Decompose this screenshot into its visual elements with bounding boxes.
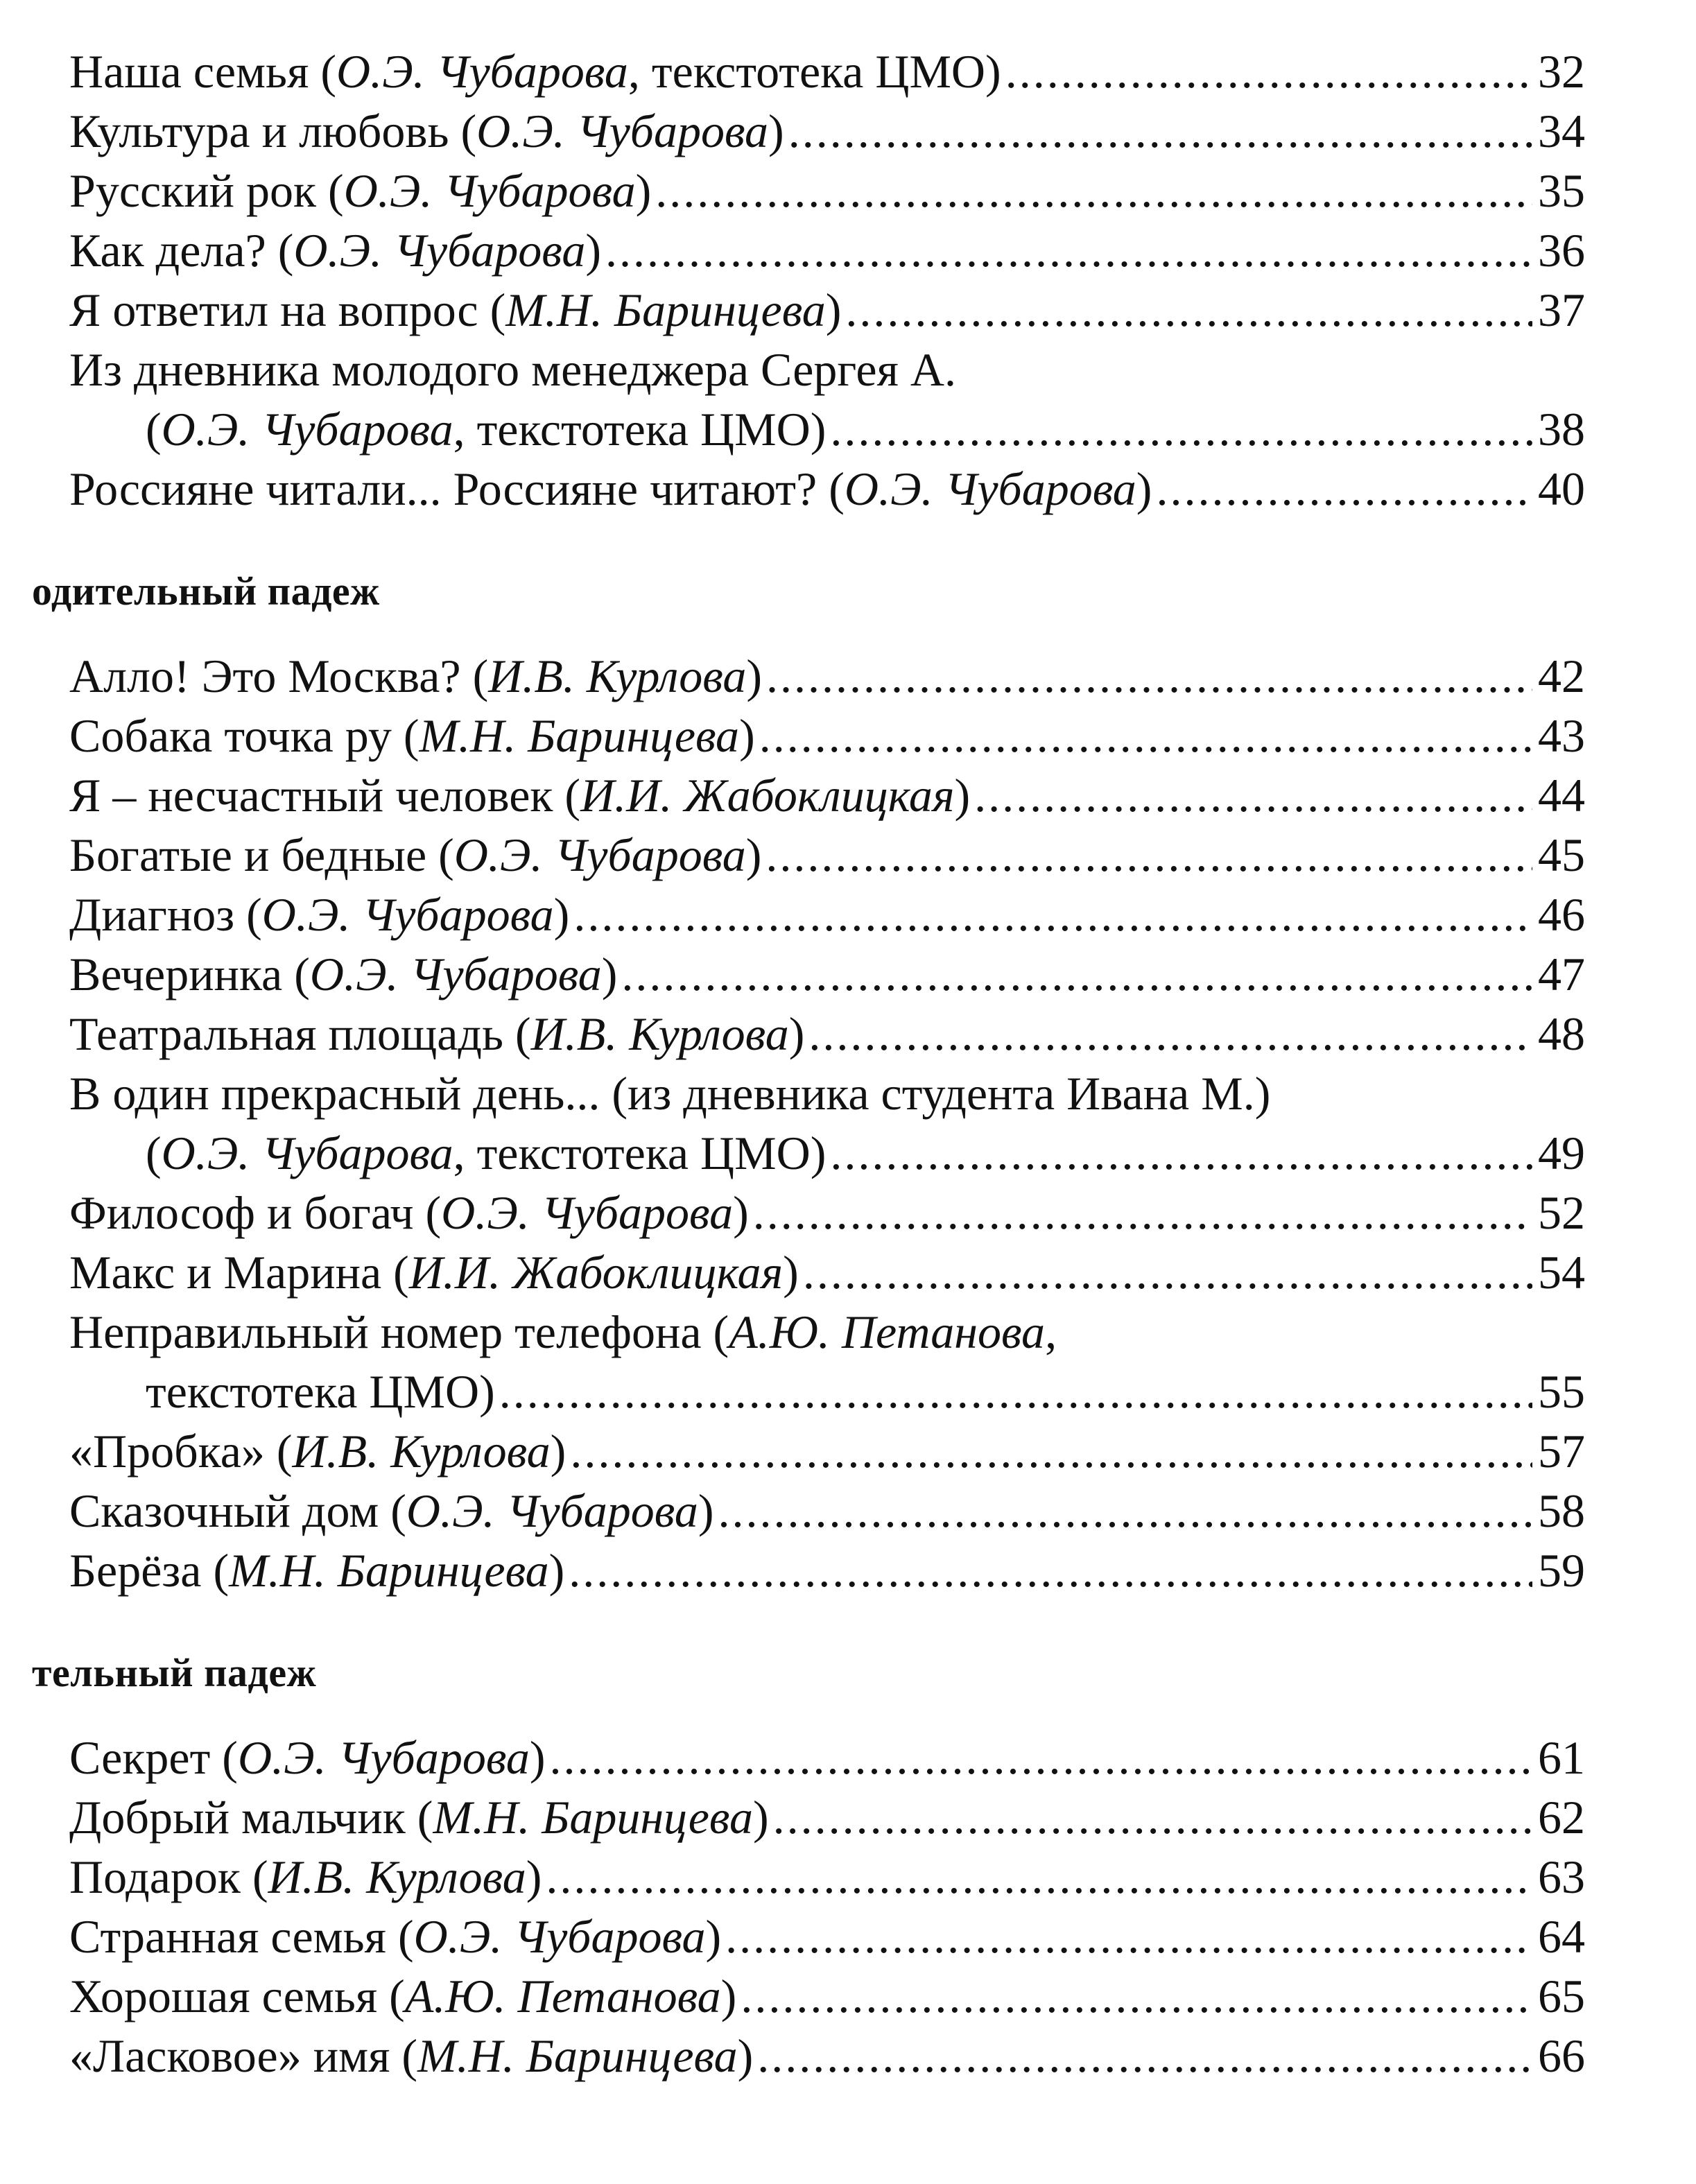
toc-entry xyxy=(69,944,1585,1004)
entry-author: М.Н. Баринцева xyxy=(419,709,740,762)
dot-leader xyxy=(773,1787,1532,1847)
dot-leader xyxy=(1005,42,1532,101)
entry-page-number: 35 xyxy=(1538,164,1585,217)
entry-page-number: 40 xyxy=(1538,462,1585,515)
dot-leader xyxy=(499,1362,1532,1421)
entry-page-number: 61 xyxy=(1538,1731,1585,1784)
toc-entry xyxy=(69,825,1585,885)
entry-author: И.В. Курлова xyxy=(292,1425,551,1477)
entry-page-number: 65 xyxy=(1538,1970,1585,2022)
dot-leader xyxy=(621,944,1532,1004)
entry-page-number: 32 xyxy=(1538,45,1585,98)
entry-author: М.Н. Баринцева xyxy=(417,2029,738,2082)
entry-title: Из дневника молодого менеджера Сергея А. xyxy=(69,343,956,396)
dot-leader xyxy=(550,1728,1532,1787)
entry-author: И.В. Курлова xyxy=(268,1851,526,1903)
toc-entry xyxy=(69,885,1585,944)
entry-author: О.Э. Чубарова xyxy=(161,1127,453,1179)
dot-leader xyxy=(808,1004,1532,1064)
toc-entry xyxy=(69,765,1585,825)
toc-entry xyxy=(69,1004,1585,1064)
toc-entry xyxy=(69,1728,1585,1787)
entry-title: Алло! Это Москва? (И.В. Курлова) xyxy=(69,650,762,702)
entry-author: О.Э. Чубарова xyxy=(844,462,1136,515)
entry-page-number: 43 xyxy=(1538,709,1585,762)
entry-title: Собака точка ру (М.Н. Баринцева) xyxy=(69,709,755,762)
entry-title-continued: текстотека ЦМО) xyxy=(146,1365,495,1418)
entry-title: Наша семья (О.Э. Чубарова, текстотека ЦМО) xyxy=(69,45,1001,98)
entry-author: И.В. Курлова xyxy=(488,650,747,702)
entry-title: Я – несчастный человек (И.И. Жабоклицкая) xyxy=(69,769,971,822)
dot-leader xyxy=(741,1966,1532,2026)
dot-leader xyxy=(753,1183,1532,1242)
toc-entry xyxy=(69,459,1585,519)
entry-title: Подарок (И.В. Курлова) xyxy=(69,1851,542,1903)
entry-title-continued: (О.Э. Чубарова, текстотека ЦМО) xyxy=(146,1127,827,1179)
entry-author: И.И. Жабоклицкая xyxy=(408,1246,784,1299)
toc-entry xyxy=(69,42,1585,101)
entry-page-number: 36 xyxy=(1538,224,1585,277)
dot-leader xyxy=(573,885,1532,944)
entry-author: А.Ю. Петанова xyxy=(404,1970,721,2022)
dot-leader xyxy=(718,1481,1532,1541)
entry-author: М.Н. Баринцева xyxy=(433,1791,753,1844)
entry-author: О.Э. Чубарова xyxy=(343,164,636,217)
entry-author: И.И. Жабоклицкая xyxy=(580,769,955,822)
toc-section-2 xyxy=(0,1647,1696,2086)
entry-title: Философ и богач (О.Э. Чубарова) xyxy=(69,1186,749,1239)
entry-author: О.Э. Чубарова xyxy=(476,105,769,157)
entry-author: И.В. Курлова xyxy=(530,1007,789,1060)
entry-title: Как дела? (О.Э. Чубарова) xyxy=(69,224,601,277)
entry-page-number: 47 xyxy=(1538,948,1585,1000)
dot-leader xyxy=(765,825,1532,885)
toc-entry xyxy=(69,101,1585,161)
dot-leader xyxy=(974,765,1532,825)
entry-title: «Ласковое» имя (М.Н. Баринцева) xyxy=(69,2029,754,2082)
toc-entry xyxy=(69,1302,1585,1421)
entry-author: О.Э. Чубарова xyxy=(293,224,586,277)
toc-entry xyxy=(69,1541,1585,1600)
entry-title: Берёза (М.Н. Баринцева) xyxy=(69,1544,565,1597)
entry-title: Вечеринка (О.Э. Чубарова) xyxy=(69,948,618,1000)
dot-leader xyxy=(655,161,1532,220)
entry-page-number: 64 xyxy=(1538,1910,1585,1963)
entry-title: Театральная площадь (И.В. Курлова) xyxy=(69,1007,805,1060)
toc-entry xyxy=(69,1064,1585,1183)
dot-leader xyxy=(788,101,1532,161)
entry-title: Добрый мальчик (М.Н. Баринцева) xyxy=(69,1791,769,1844)
dot-leader xyxy=(725,1907,1532,1966)
toc-entry xyxy=(69,161,1585,220)
entry-title: Я ответил на вопрос (М.Н. Баринцева) xyxy=(69,284,842,336)
entry-author: О.Э. Чубарова xyxy=(453,829,746,881)
entry-author: О.Э. Чубарова xyxy=(161,403,453,456)
entry-page-number: 63 xyxy=(1538,1851,1585,1903)
entry-title: Россияне читали... Россияне читают? (О.Э. Чубарова) xyxy=(69,462,1152,515)
dot-leader xyxy=(757,2026,1532,2086)
toc-entry xyxy=(69,1787,1585,1847)
entry-title: Русский рок (О.Э. Чубарова) xyxy=(69,164,652,217)
entry-page-number: 49 xyxy=(1538,1127,1585,1179)
toc-section-0 xyxy=(0,42,1696,519)
dot-leader xyxy=(605,220,1532,280)
entry-page-number: 57 xyxy=(1538,1425,1585,1477)
entry-title: Странная семья (О.Э. Чубарова) xyxy=(69,1910,722,1963)
entry-title: Сказочный дом (О.Э. Чубарова) xyxy=(69,1484,714,1537)
toc-entry xyxy=(69,706,1585,765)
entry-author: О.Э. Чубарова xyxy=(441,1186,734,1239)
entry-page-number: 46 xyxy=(1538,888,1585,941)
entry-page-number: 58 xyxy=(1538,1484,1585,1537)
dot-leader xyxy=(570,1421,1532,1481)
toc-entry xyxy=(69,1847,1585,1907)
entry-title: Макс и Марина (И.И. Жабоклицкая) xyxy=(69,1246,799,1299)
entry-title: Богатые и бедные (О.Э. Чубарова) xyxy=(69,829,762,881)
dot-leader xyxy=(569,1541,1532,1600)
section-spacer xyxy=(0,1600,1696,1633)
section-heading: одительный падеж xyxy=(32,569,380,614)
entry-author: О.Э. Чубарова xyxy=(237,1731,530,1784)
toc-entry xyxy=(69,1242,1585,1302)
entry-author: О.Э. Чубарова xyxy=(309,948,602,1000)
entry-page-number: 38 xyxy=(1538,403,1585,456)
section-spacer xyxy=(0,519,1696,552)
dot-leader xyxy=(759,706,1532,765)
entry-page-number: 55 xyxy=(1538,1365,1585,1418)
toc-entry xyxy=(69,1966,1585,2026)
entry-author: О.Э. Чубарова xyxy=(406,1484,698,1537)
toc-entry xyxy=(69,2026,1585,2086)
dot-leader xyxy=(546,1847,1532,1907)
entry-title: Хорошая семья (А.Ю. Петанова) xyxy=(69,1970,737,2022)
entry-page-number: 62 xyxy=(1538,1791,1585,1844)
entry-page-number: 34 xyxy=(1538,105,1585,157)
entry-page-number: 54 xyxy=(1538,1246,1585,1299)
toc-entry xyxy=(69,1421,1585,1481)
entry-author: О.Э. Чубарова xyxy=(413,1910,706,1963)
dot-leader xyxy=(766,646,1532,706)
section-heading: тельный падеж xyxy=(32,1650,317,1695)
dot-leader xyxy=(845,280,1532,340)
toc-entry xyxy=(69,280,1585,340)
entry-title: Культура и любовь (О.Э. Чубарова) xyxy=(69,105,784,157)
entry-title: «Пробка» (И.В. Курлова) xyxy=(69,1425,566,1477)
toc-entry xyxy=(69,1183,1585,1242)
entry-title: Секрет (О.Э. Чубарова) xyxy=(69,1731,546,1784)
entry-author: О.Э. Чубарова xyxy=(261,888,554,941)
entry-title-continued: (О.Э. Чубарова, текстотека ЦМО) xyxy=(146,403,827,456)
entry-title: Диагноз (О.Э. Чубарова) xyxy=(69,888,570,941)
entry-title: В один прекрасный день... (из дневника студента Ивана М.) xyxy=(69,1067,1271,1120)
toc-section-1 xyxy=(0,566,1696,1600)
dot-leader xyxy=(1156,459,1532,519)
toc-entry xyxy=(69,220,1585,280)
entry-author: А.Ю. Петанова xyxy=(729,1306,1046,1358)
entry-page-number: 59 xyxy=(1538,1544,1585,1597)
entry-author: М.Н. Баринцева xyxy=(229,1544,549,1597)
toc-page xyxy=(0,21,1696,2177)
entry-page-number: 44 xyxy=(1538,769,1585,822)
entry-page-number: 66 xyxy=(1538,2029,1585,2082)
entry-title: Неправильный номер телефона (А.Ю. Петанова, xyxy=(69,1306,1057,1358)
toc-entry xyxy=(69,1481,1585,1541)
toc-entry xyxy=(69,646,1585,706)
toc-entry xyxy=(69,1907,1585,1966)
entry-page-number: 37 xyxy=(1538,284,1585,336)
entry-page-number: 52 xyxy=(1538,1186,1585,1239)
dot-leader xyxy=(803,1242,1532,1302)
dot-leader xyxy=(830,399,1532,459)
entry-page-number: 42 xyxy=(1538,650,1585,702)
entry-author: О.Э. Чубарова xyxy=(336,45,628,98)
dot-leader xyxy=(830,1123,1532,1183)
toc-entry xyxy=(69,340,1585,459)
entry-author: М.Н. Баринцева xyxy=(505,284,826,336)
entry-page-number: 48 xyxy=(1538,1007,1585,1060)
entry-page-number: 45 xyxy=(1538,829,1585,881)
